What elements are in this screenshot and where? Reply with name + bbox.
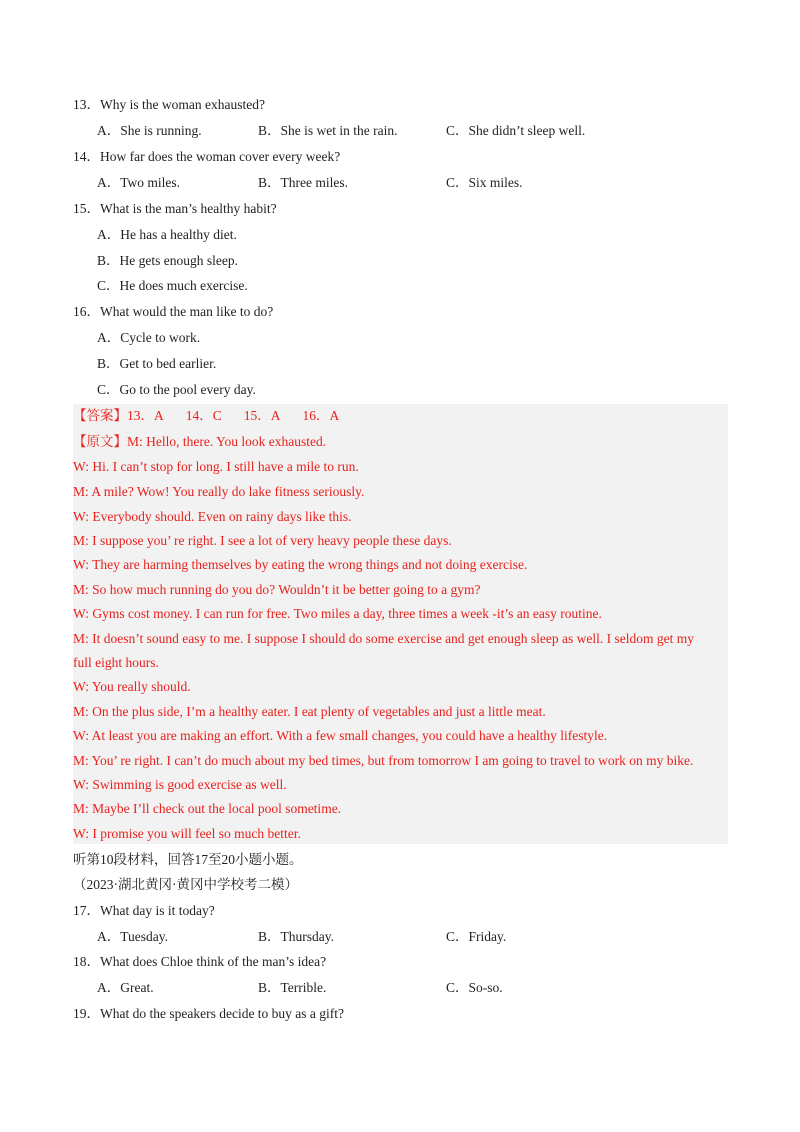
question-13: 13．Why is the woman exhausted?: [73, 97, 265, 112]
transcript-line-6: M: So how much running do you do? Wouldn’t it be better going to a gym?: [73, 582, 481, 597]
transcript-line-12: W: At least you are making an effort. With a few small changes, you could have a healthy lifestyle.: [73, 728, 608, 743]
q15-option-c[interactable]: C．He does much exercise.: [97, 278, 248, 293]
q17-option-a[interactable]: A．Tuesday.: [97, 929, 169, 944]
q17-option-b[interactable]: B．Thursday.: [258, 929, 334, 944]
q15-option-a[interactable]: A．He has a healthy diet.: [97, 227, 237, 242]
q14-option-c[interactable]: C．Six miles.: [446, 175, 523, 190]
question-17: 17．What day is it today?: [73, 903, 215, 918]
transcript-line-13: M: You’ re right. I can’t do much about my bed times, but from tomorrow I am going to travel to work on my bike.: [73, 753, 694, 768]
question-14: 14．How far does the woman cover every week?: [73, 149, 341, 164]
question-15: 15．What is the man’s healthy habit?: [73, 201, 277, 216]
question-19: 19．What do the speakers decide to buy as a gift?: [73, 1006, 345, 1021]
transcript-line-15: M: Maybe I’ll check out the local pool sometime.: [73, 801, 342, 816]
q13-option-b[interactable]: B．She is wet in the rain.: [258, 123, 398, 138]
answer-15: 15．A: [243, 408, 281, 423]
section-heading: 听第10段材料，回答17至20小题小题。: [73, 852, 303, 867]
answer-tag: 【答案】: [73, 408, 127, 423]
q14-option-b[interactable]: B．Three miles.: [258, 175, 348, 190]
transcript-line-3: W: Everybody should. Even on rainy days like this.: [73, 509, 352, 524]
q16-option-c[interactable]: C．Go to the pool every day.: [97, 382, 256, 397]
transcript-line-0: 【原文】M: Hello, there. You look exhausted.: [73, 434, 327, 449]
q18-option-a[interactable]: A．Great.: [97, 980, 154, 995]
q15-option-b[interactable]: B．He gets enough sleep.: [97, 253, 238, 268]
q13-option-a[interactable]: A．She is running.: [97, 123, 202, 138]
transcript-line-4: M: I suppose you’ re right. I see a lot of very heavy people these days.: [73, 533, 452, 548]
q13-option-c[interactable]: C．She didn’t sleep well.: [446, 123, 586, 138]
transcript-line-14: W: Swimming is good exercise as well.: [73, 777, 287, 792]
transcript-line-7: W: Gyms cost money. I can run for free. Two miles a day, three times a week -it’s an easy routine.: [73, 606, 602, 621]
transcript-line-8: M: It doesn’t sound easy to me. I suppose I should do some exercise and get enough sleep as well. I seldom get my: [73, 631, 695, 646]
q16-option-b[interactable]: B．Get to bed earlier.: [97, 356, 217, 371]
answer-16: 16．A: [302, 408, 340, 423]
transcript-line-2: M: A mile? Wow! You really do lake fitness seriously.: [73, 484, 365, 499]
question-18: 18．What does Chloe think of the man’s idea?: [73, 954, 327, 969]
answer-line: [73, 407, 361, 425]
q16-option-a[interactable]: A．Cycle to work.: [97, 330, 201, 345]
q18-option-b[interactable]: B．Terrible.: [258, 980, 327, 995]
transcript-line-9: full eight hours.: [73, 655, 159, 670]
source-note: （2023·湖北黄冈·黄冈中学校考二模）: [73, 877, 298, 892]
q14-option-a[interactable]: A．Two miles.: [97, 175, 181, 190]
answer-14: 14．C: [185, 408, 222, 423]
transcript-tag: 【原文】: [73, 434, 127, 449]
transcript-line-1: W: Hi. I can’t stop for long. I still have a mile to run.: [73, 459, 359, 474]
q18-option-c[interactable]: C．So-so.: [446, 980, 503, 995]
transcript-line-16: W: I promise you will feel so much better.: [73, 826, 301, 841]
question-16: 16．What would the man like to do?: [73, 304, 274, 319]
transcript-line-10: W: You really should.: [73, 679, 191, 694]
answer-13: 13．A: [127, 408, 164, 423]
transcript-line-11: M: On the plus side, I’m a healthy eater. I eat plenty of vegetables and just a little meat.: [73, 704, 546, 719]
q17-option-c[interactable]: C．Friday.: [446, 929, 507, 944]
transcript-line-5: W: They are harming themselves by eating the wrong things and not doing exercise.: [73, 557, 528, 572]
